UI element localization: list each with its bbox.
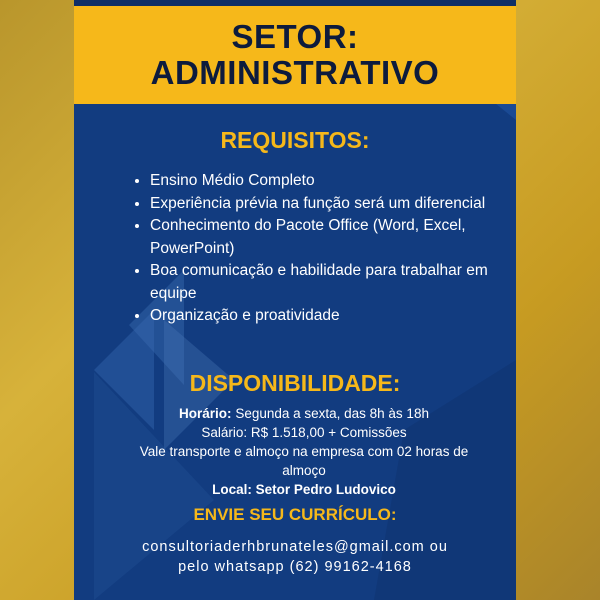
sector-name: ADMINISTRATIVO [150, 54, 440, 91]
schedule-value: Segunda a sexta, das 8h às 18h [235, 406, 429, 421]
requirement-item: • Boa comunicação e habilidade para trabalhar em equipe [150, 260, 490, 305]
schedule-line [134, 404, 474, 423]
requirement-item: • Experiência prévia na função será um diferencial [150, 193, 490, 216]
salary-line: Salário: R$ 1.518,00 + Comissões [201, 425, 407, 440]
location-line [134, 480, 474, 499]
contact-info [74, 537, 516, 577]
schedule-label: Horário: [179, 406, 232, 421]
requirements-heading: REQUISITOS: [220, 127, 370, 153]
benefits-line: Vale transporte e almoço na empresa com 02 horas de almoço [139, 444, 469, 478]
whatsapp-line: pelo whatsapp (62) 99162-4168 [178, 559, 412, 575]
availability-heading: DISPONIBILIDADE: [189, 370, 401, 396]
email-line: consultoriaderhbrunateles@gmail.com ou [142, 539, 448, 555]
send-resume-heading: ENVIE SEU CURRÍCULO: [193, 505, 397, 524]
job-poster [74, 0, 516, 600]
requirement-item: • Conhecimento do Pacote Office (Word, Excel, PowerPoint) [150, 215, 490, 260]
requirement-item: • Ensino Médio Completo [150, 170, 490, 193]
requirement-item: • Organização e proatividade [150, 305, 490, 328]
availability-details [134, 404, 474, 499]
sector-banner [74, 6, 516, 104]
location-text: Local: Setor Pedro Ludovico [212, 482, 396, 497]
requirements-list [134, 170, 490, 328]
sector-label: SETOR: [231, 18, 359, 55]
